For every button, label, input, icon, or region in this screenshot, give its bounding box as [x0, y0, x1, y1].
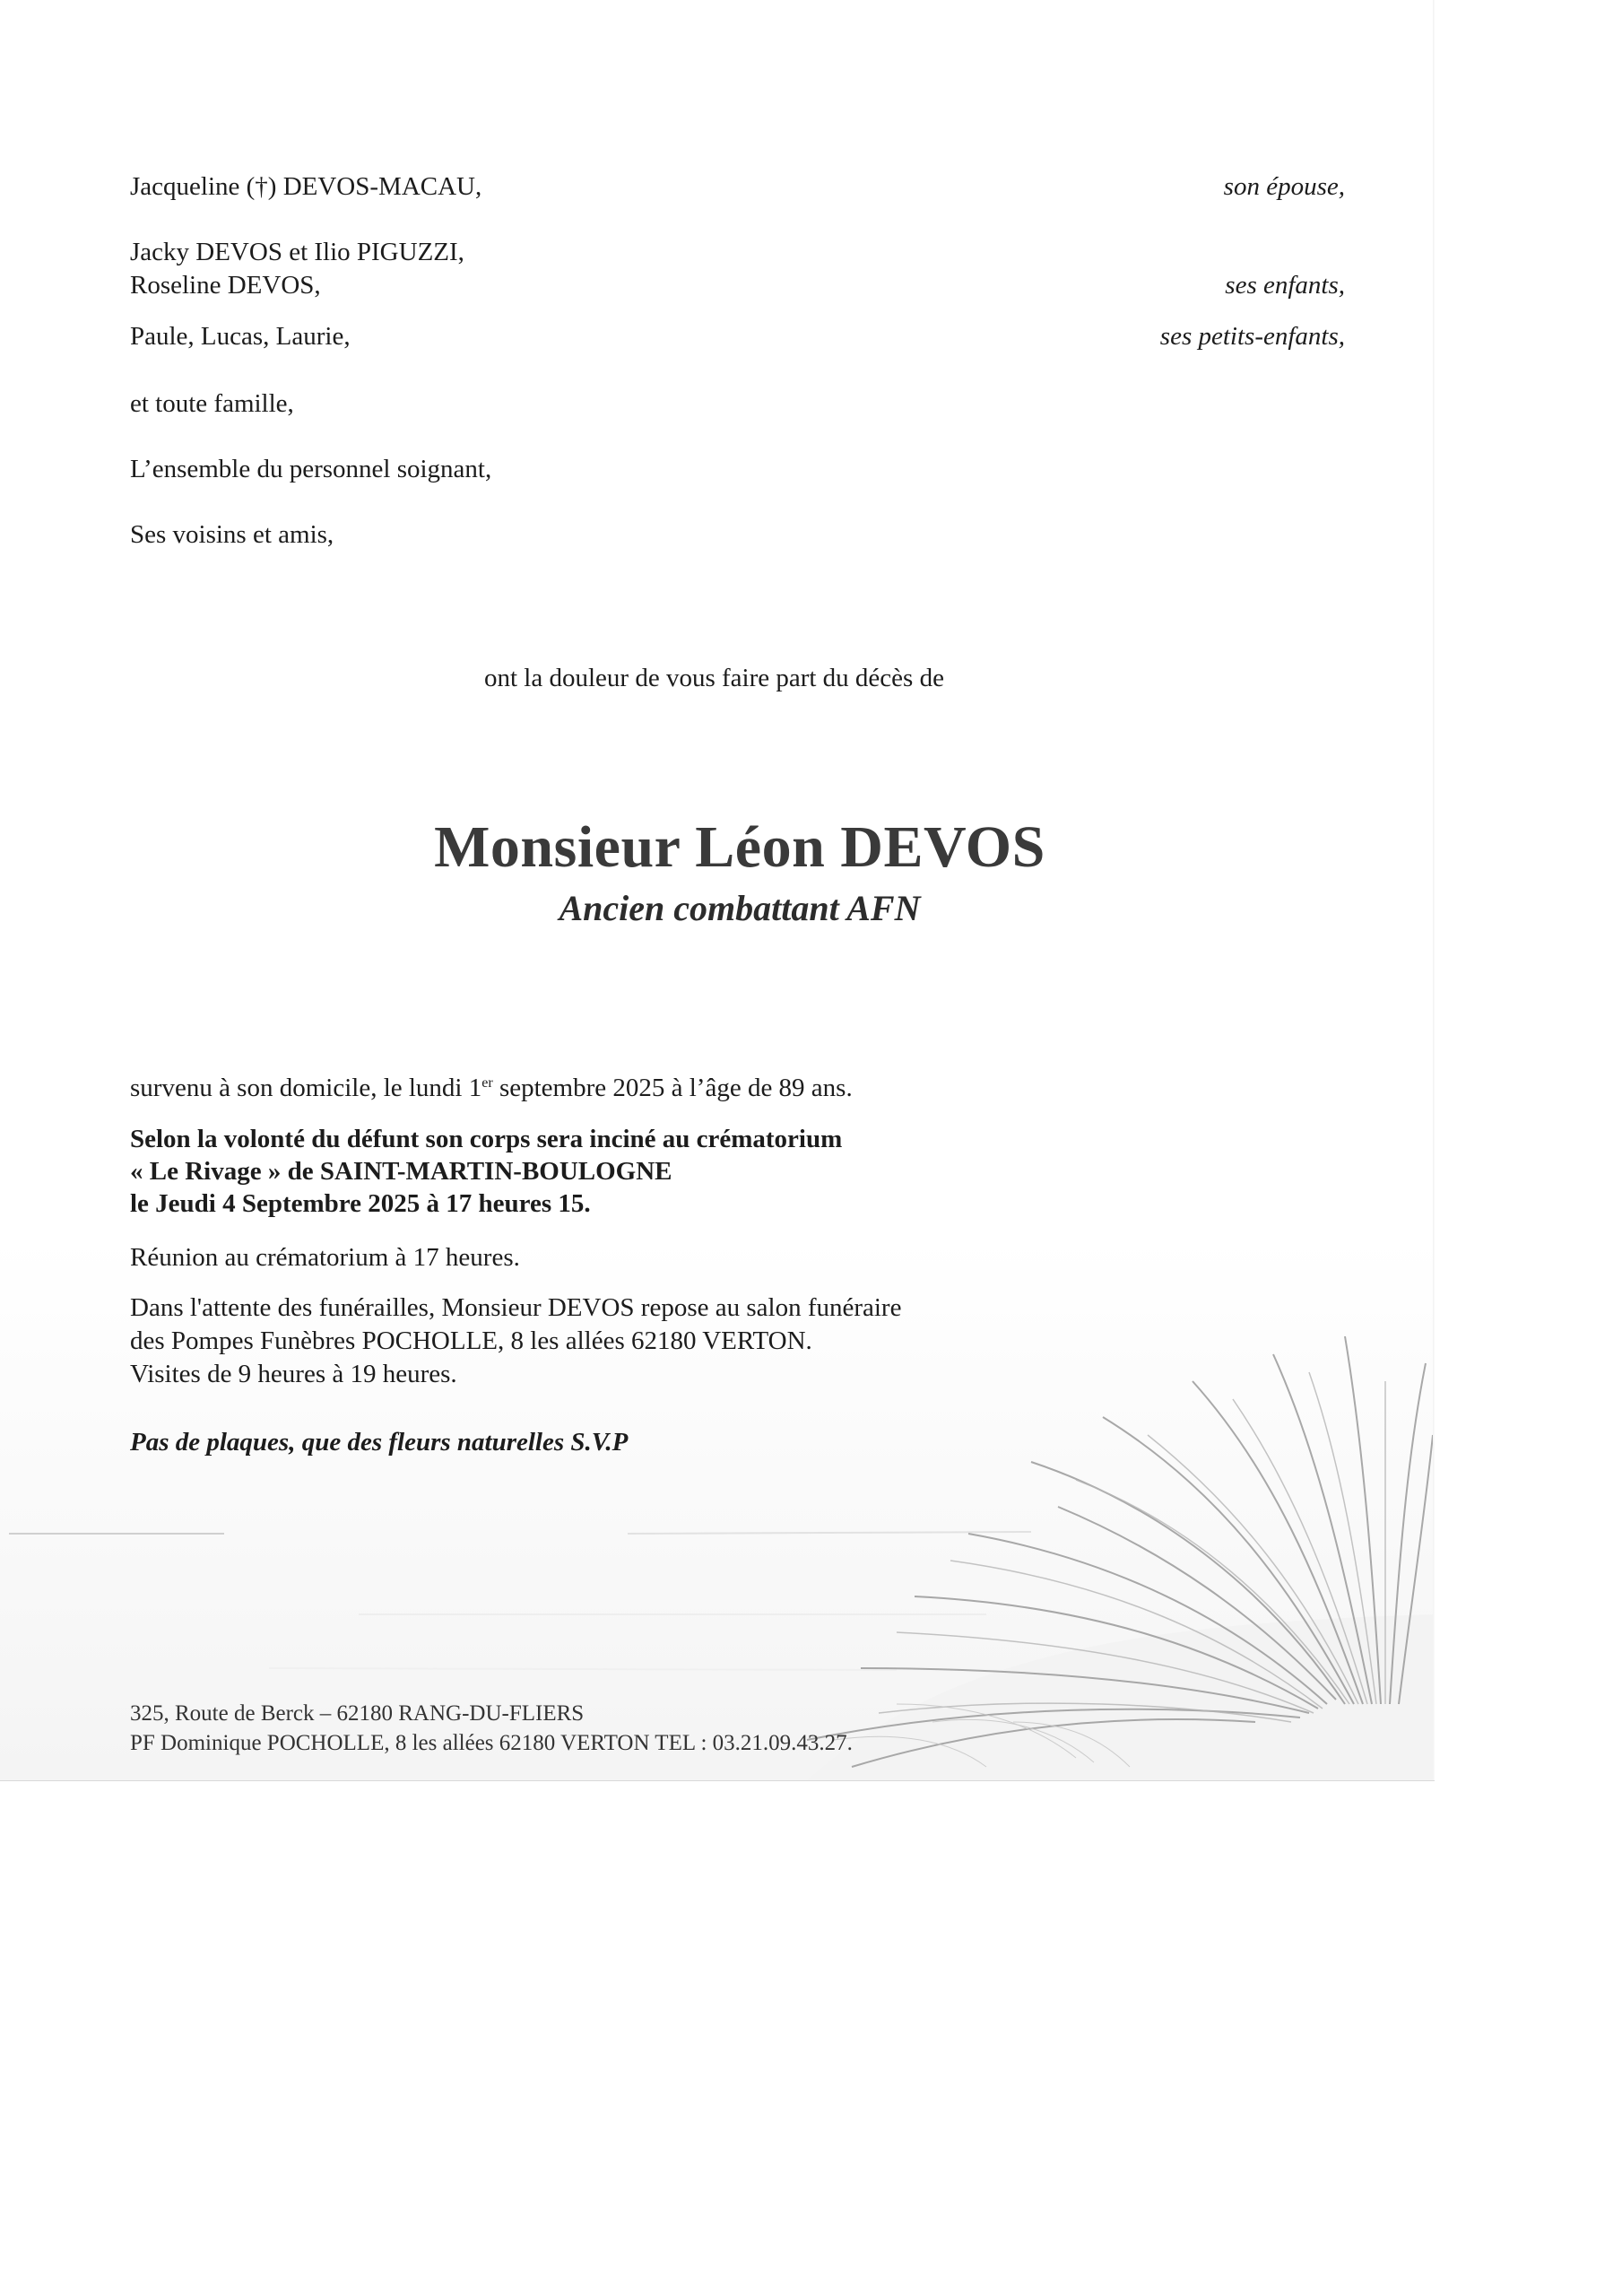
deceased-title: Ancien combattant AFN: [559, 888, 921, 928]
children-relation: ses enfants,: [1225, 271, 1345, 300]
death-notice-ordinal: er: [481, 1075, 493, 1091]
cremation-line-1: Selon la volonté du défunt son corps sera inciné au crématorium: [130, 1125, 843, 1153]
neighbors-line: Ses voisins et amis,: [130, 520, 334, 549]
grandchildren-names: Paule, Lucas, Laurie,: [130, 322, 351, 351]
death-notice: [130, 1072, 853, 1104]
grandchildren-relation: ses petits-enfants,: [1159, 322, 1345, 351]
death-notice-suffix: septembre 2025 à l’âge de 89 ans.: [492, 1074, 853, 1102]
visiting-hours: Visites de 9 heures à 19 heures.: [130, 1360, 457, 1388]
family-line: et toute famille,: [130, 389, 294, 418]
wife-name: Jacqueline (†) DEVOS-MACAU,: [130, 172, 482, 201]
meeting-info: Réunion au crématorium à 17 heures.: [130, 1243, 520, 1272]
deceased-name: Monsieur Léon DEVOS: [434, 814, 1045, 880]
children-line-1: Jacky DEVOS et Ilio PIGUZZI,: [130, 238, 464, 266]
death-notice-prefix: survenu à son domicile, le lundi 1: [130, 1074, 482, 1102]
cremation-line-3: le Jeudi 4 Septembre 2025 à 17 heures 15.: [130, 1189, 591, 1218]
footer-funeral-home: PF Dominique POCHOLLE, 8 les allées 62180 VERTON TEL : 03.21.09.43.27.: [130, 1731, 853, 1755]
flowers-notice: Pas de plaques, que des fleurs naturelles S.V.P: [130, 1428, 629, 1457]
bottom-sheet-edge: [0, 1780, 1435, 1781]
rest-line-1: Dans l'attente des funérailles, Monsieur DEVOS repose au salon funéraire: [130, 1293, 902, 1322]
rest-line-2: des Pompes Funèbres POCHOLLE, 8 les allées 62180 VERTON.: [130, 1326, 812, 1355]
wife-relation: son épouse,: [1223, 172, 1345, 201]
cremation-line-2: « Le Rivage » de SAINT-MARTIN-BOULOGNE: [130, 1157, 672, 1186]
staff-line: L’ensemble du personnel soignant,: [130, 455, 492, 483]
footer-address: 325, Route de Berck – 62180 RANG-DU-FLIERS: [130, 1701, 585, 1726]
children-line-2: Roseline DEVOS,: [130, 271, 321, 300]
announcement-text: ont la douleur de vous faire part du décès de: [484, 664, 944, 692]
